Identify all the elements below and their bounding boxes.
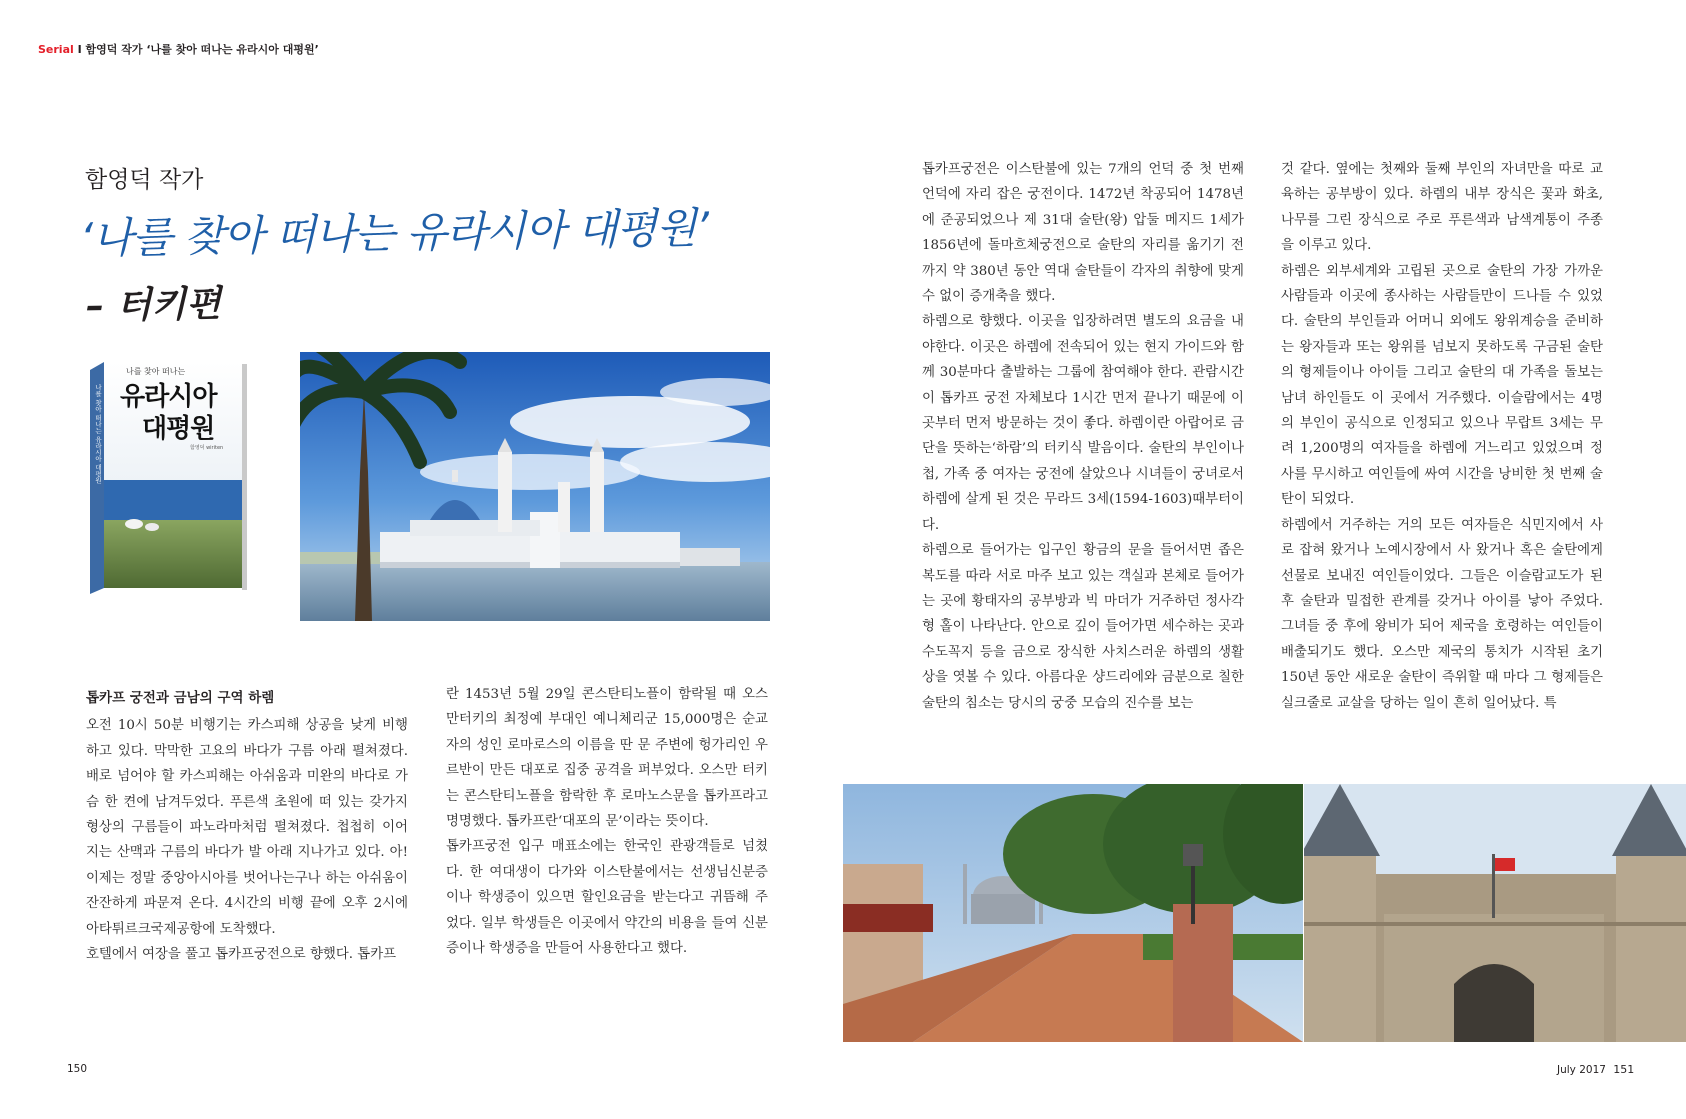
book-tagline: 나를 찾아 떠나는 <box>126 367 186 376</box>
header-text: 함영덕 작가 ‘나를 찾아 떠나는 유라시아 대평원’ <box>85 43 319 56</box>
paragraph: 오전 10시 50분 비행기는 카스피해 상공을 낮게 비행하고 있다. 막막한 고요의 바다가 구름 아래 펼쳐졌다. 배로 넘어야 할 카스피해는 아쉬움과 미완의 바다로 가슴 한 켠에 남겨두었다. 푸른색 초원에 떠 있는 갖가지 형상의 구름들이 파노라마처럼 펼쳐졌다. 첩첩히 이어지는 산맥과 구름의 바다가 발 아래 지나가고 있다. 아! 이제는 정말 중앙아시아를 벗어나는구나 하는 아쉬움이 잔잔하게 파문져 온다. 4시간의 비행 끝에 오후 2시에 아타튀르크국제공항에 도착했다. <box>86 718 408 937</box>
palace-gate-photo <box>1304 784 1686 1042</box>
article-author: 함영덕 작가 <box>85 167 204 193</box>
paragraph: 하렘에서 거주하는 거의 모든 여자들은 식민지에서 사로 잡혀 왔거나 노예시장에서 사 왔거나 혹은 술탄에게 선물로 보내진 여인들이었다. 그들은 이슬람교도가 된 후 술탄과 밀접한 관계를 갖거나 아이를 낳아 주었다. 그녀들 중 후에 왕비가 되어 제국을 호령하는 여인들이 배출되기도 했다. 오스만 제국의 통치가 시작된 초기 150년 동안 새로운 술탄이 즉위할 때 마다 그 형제들은 실크줄로 교살을 당하는 일이 흔히 일어났다. 특 <box>1281 517 1603 711</box>
book-title-line2: 대평원 <box>142 414 215 444</box>
text-column-2 <box>446 682 768 961</box>
text-column-1 <box>86 686 408 967</box>
mosque-photo <box>300 352 770 621</box>
book-spine-text: 나를 찾아 떠나는 유라시아 대평원 <box>94 384 102 484</box>
text-column-4 <box>1281 157 1603 716</box>
paragraph: 란 1453년 5월 29일 콘스탄티노플이 함락될 때 오스만터키의 최정예 부대인 예니체리군 15,000명은 순교자의 성인 로마로스의 이름을 딴 문 주변에 헝가리인 우르반이 만든 대포로 집중 공격을 퍼부었다. 오스만 터키는 콘스탄티노플을 함락한 후 로마노스문을 톱카프라고 명명했다. 톱카프란‘대포의 문’이라는 뜻이다. <box>446 687 768 830</box>
walkway-photo <box>843 784 1303 1042</box>
paragraph: 것 같다. 옆에는 첫째와 둘째 부인의 자녀만을 따로 교육하는 공부방이 있다. 하렘의 내부 장식은 꽃과 화초, 나무를 그린 장식으로 주로 푸른색과 남색계통이 주종을 이루고 있다. <box>1281 162 1603 254</box>
issue-date: July 2017 <box>1557 1064 1606 1076</box>
paragraph: 하렘으로 향했다. 이곳을 입장하려면 별도의 요금을 내야한다. 이곳은 하렘에 전속되어 있는 현지 가이드와 함께 30분마다 출발하는 그룹에 참여해야 한다. 관람시간이 톱카프 궁전 자체보다 1시간 먼저 끝나기 때문에 이곳부터 먼저 방문하는 것이 좋다. 하렘이란 아랍어로 금단을 뜻하는‘하람’의 터키식 발음이다. 술탄의 부인이나 첩, 가족 중 여자는 궁전에 살았으나 시녀들이 궁녀로서 하렘에 살게 된 것은 무라드 3세(1594-1603)때부터이다. <box>922 314 1244 533</box>
book-author: 함영덕 wiriten <box>190 445 224 451</box>
serial-label: Serial <box>38 43 74 56</box>
right-page-footer <box>1557 1063 1634 1076</box>
left-page-number: 150 <box>67 1063 88 1075</box>
header-separator: I <box>73 43 86 56</box>
paragraph: 톱카프궁전 입구 매표소에는 한국인 관광객들로 넘쳤다. 한 여대생이 다가와 이스탄불에서는 선생님신분증이나 학생증이 있으면 할인요금을 받는다고 귀뜸해 주었다. 일부 학생들은 이곳에서 약간의 비용을 들여 신분증이나 학생증을 만들어 사용한다고 했다. <box>446 839 768 957</box>
book-cover-image <box>90 362 247 594</box>
article-subtitle: – 터키편 <box>85 283 222 327</box>
paragraph: 하렘으로 들어가는 입구인 황금의 문을 들어서면 좁은 복도를 따라 서로 마주 보고 있는 객실과 본체로 들어가는 곳에 황태자의 공부방과 빅 마더가 거주하던 정사각형 홀이 나타난다. 안으로 깊이 들어가면 세수하는 곳과 수도꼭지 등을 금으로 장식한 사치스러운 하렘의 생활상을 엿볼 수 있다. 아름다운 샹드리에와 금분으로 칠한 술탄의 침소는 당시의 궁중 모습의 진수를 보는 <box>922 543 1244 711</box>
paragraph: 하렘은 외부세계와 고립된 곳으로 술탄의 가장 가까운 사람들과 이곳에 종사하는 사람들만이 드나들 수 있었다. 술탄의 부인들과 어머니 외에도 왕위계승을 준비하는 왕자들과 또는 왕위를 넘보지 못하도록 구금된 술탄의 형제들이나 아이들 그리고 술탄의 대 가족을 돌보는 남녀 하인들도 이 곳에서 거주했다. 이슬람에서는 4명의 부인이 공식으로 인정되고 있으나 무랍트 3세는 무려 1,200명의 여자들을 하렘에 거느리고 있었으며 정사를 무시하고 여인들에 싸여 시간을 낭비한 첫 번째 술탄이 되었다. <box>1281 263 1603 508</box>
text-column-3 <box>922 157 1244 716</box>
right-page-number: 151 <box>1613 1063 1635 1076</box>
section-heading: 톱카프 궁전과 금남의 구역 하렘 <box>86 690 275 706</box>
paragraph: 톱카프궁전은 이스탄불에 있는 7개의 언덕 중 첫 번째 언덕에 자리 잡은 궁전이다. 1472년 착공되어 1478년에 준공되었으나 제 31대 술탄(왕) 압둘 메지드 1세가 1856년에 돌마흐체궁전으로 술탄의 자리를 옮기기 전까지 약 380년 동안 역대 술탄들이 각자의 취향에 맞게 수 없이 증개축을 했다. <box>922 162 1244 305</box>
book-title-line1: 유라시아 <box>120 382 217 412</box>
paragraph: 호텔에서 여장을 풀고 톱카프궁전으로 향했다. 톱카프 <box>86 947 397 963</box>
article-title: ‘나를 찾아 떠나는 유라시아 대평원’ <box>79 203 709 263</box>
running-header <box>38 41 319 57</box>
